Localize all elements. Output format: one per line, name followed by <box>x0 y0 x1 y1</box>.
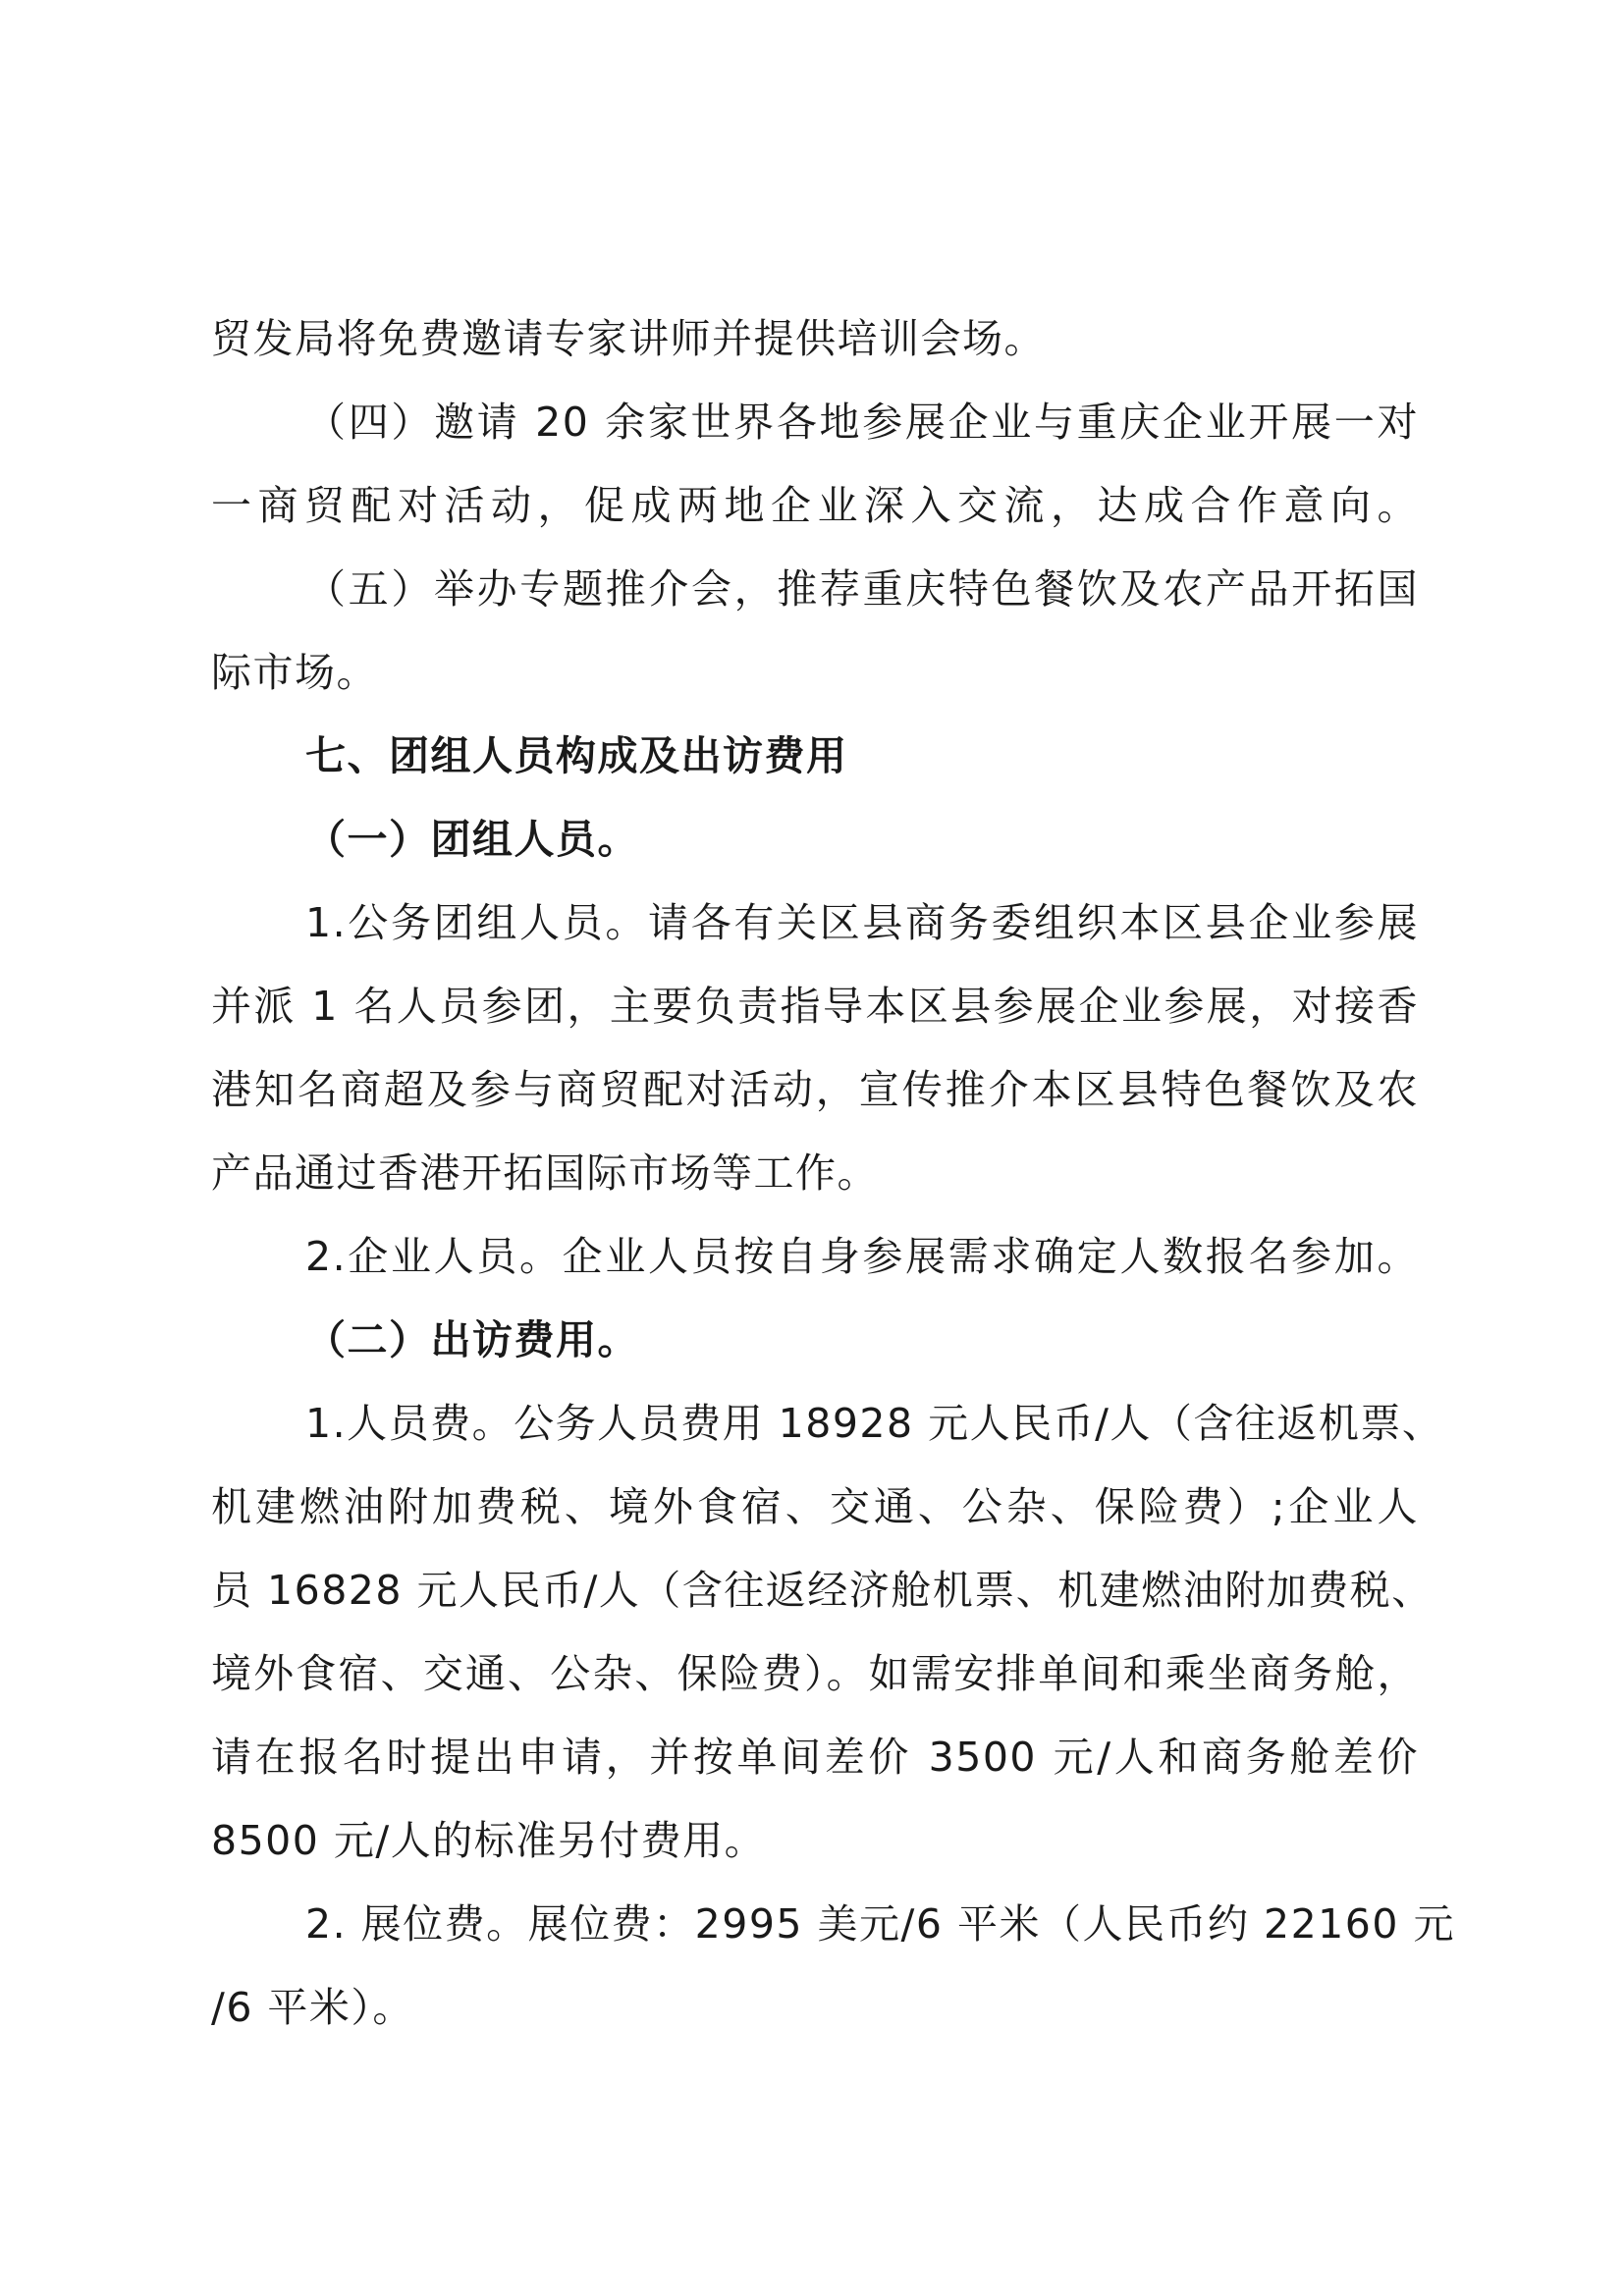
paragraph-line: 2. 展位费。展位费：2995 美元/6 平米（人民币约 22160 元 <box>305 1900 1455 1948</box>
paragraph-line: 港知名商超及参与商贸配对活动，宣传推介本区县特色餐饮及农 <box>211 1066 1419 1113</box>
paragraph-line: 1.公务团组人员。请各有关区县商务委组织本区县企业参展 <box>305 899 1419 946</box>
paragraph-line: 际市场。 <box>211 649 378 696</box>
paragraph-line: 一商贸配对活动，促成两地企业深入交流，达成合作意向。 <box>211 482 1419 529</box>
subsection-heading: （一）团组人员。 <box>305 816 639 863</box>
paragraph-line: 产品通过香港开拓国际市场等工作。 <box>211 1149 879 1197</box>
paragraph-line: （五）举办专题推介会，推荐重庆特色餐饮及农产品开拓国 <box>305 565 1419 613</box>
paragraph-line: 8500 元/人的标准另付费用。 <box>211 1817 767 1864</box>
paragraph-line: 2.企业人员。企业人员按自身参展需求确定人数报名参加。 <box>305 1233 1419 1280</box>
paragraph-line: /6 平米）。 <box>211 1984 414 2031</box>
paragraph-line: 境外食宿、交通、公杂、保险费）。如需安排单间和乘坐商务舱， <box>211 1650 1419 1697</box>
subsection-heading: （二）出访费用。 <box>305 1316 639 1363</box>
paragraph-line: 机建燃油附加费税、境外食宿、交通、公杂、保险费）;企业人 <box>211 1483 1419 1530</box>
paragraph-line: 贸发局将免费邀请专家讲师并提供培训会场。 <box>211 315 1046 362</box>
paragraph-line: 员 16828 元人民币/人（含往返经济舱机票、机建燃油附加费税、 <box>211 1567 1434 1614</box>
section-heading: 七、团组人员构成及出访费用 <box>305 732 848 779</box>
paragraph-line: （四）邀请 20 余家世界各地参展企业与重庆企业开展一对 <box>305 399 1419 446</box>
paragraph-line: 并派 1 名人员参团，主要负责指导本区县参展企业参展，对接香 <box>211 983 1419 1030</box>
paragraph-line: 请在报名时提出申请，并按单间差价 3500 元/人和商务舱差价 <box>211 1734 1419 1781</box>
paragraph-line: 1.人员费。公务人员费用 18928 元人民币/人（含往返机票、 <box>305 1400 1444 1447</box>
